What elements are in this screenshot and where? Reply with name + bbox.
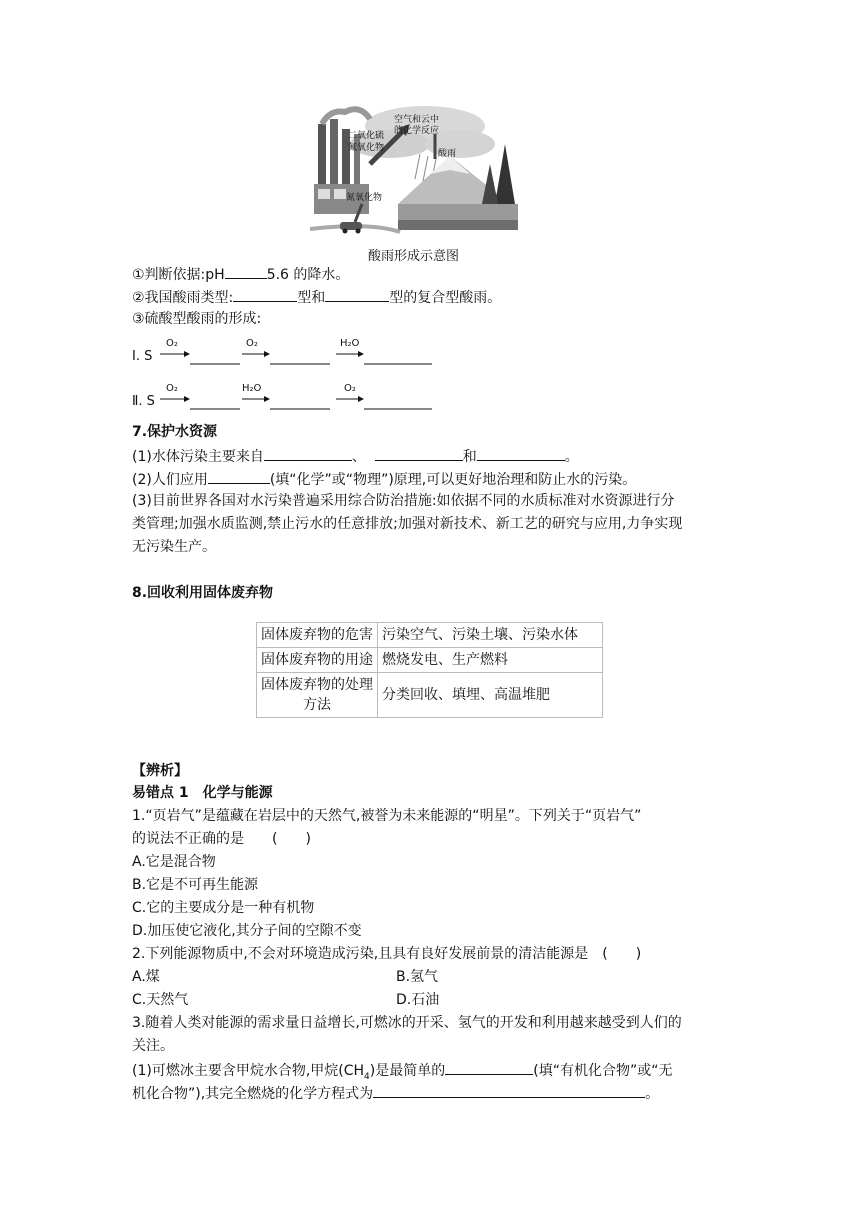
acid-rain-formation: ③硫酸型酸雨的形成:	[132, 311, 262, 327]
blank-source-2[interactable]	[375, 446, 463, 461]
q1-stem-line-1: 1.“页岩气”是蕴藏在岩层中的天然气,被誉为未来能源的“明星”。下列关于“页岩气”	[132, 808, 642, 824]
route-1-label: Ⅰ. S	[132, 349, 153, 364]
arrow-head-icon	[264, 396, 270, 402]
solid-waste-table	[256, 622, 603, 718]
criterion-text-end: 5.6 的降水。	[266, 267, 350, 283]
route-1-arrows	[150, 346, 440, 366]
figure-label-1: 空气和云中	[394, 115, 440, 125]
types-text-end: 型的复合型酸雨。	[389, 290, 502, 306]
q3-p1-subscript: 4	[364, 1071, 370, 1082]
section-7-title: 7.保护水资源	[132, 424, 218, 440]
route-2-arrows	[150, 391, 440, 411]
q3-p1-l2-text: 机化合物”),其完全燃烧的化学方程式为	[132, 1086, 374, 1102]
q2-stem: 2.下列能源物质中,不会对环境造成污染,且具有良好发展前景的清洁能源是 ( )	[132, 946, 642, 962]
figure-label-4: 氮氧化物	[348, 143, 385, 153]
p2-text: (2)人们应用	[132, 472, 208, 488]
analysis-heading: 【辨析】	[132, 763, 188, 779]
q3-part1-line-1	[132, 1060, 672, 1086]
arrow-head-icon	[264, 351, 270, 357]
q1-stem-line-2: 的说法不正确的是 ( )	[132, 831, 311, 847]
table-row	[257, 623, 603, 648]
p1-end: 。	[564, 449, 579, 465]
table-cell: 固体废弃物的处理方法	[257, 673, 378, 718]
q3-p1-text: (1)可燃冰主要含甲烷水合物,甲烷(CH	[132, 1063, 365, 1079]
route-2-label: Ⅱ. S	[132, 394, 155, 409]
q1-option-d: D.加压使它液化,其分子间的空隙不变	[132, 923, 362, 939]
q2-option-c: C.天然气	[132, 992, 189, 1008]
figure-label-3: 二氧化硫	[348, 131, 385, 141]
acid-rain-diagram	[310, 104, 518, 258]
q3-stem-line-1: 3.随着人类对能源的需求量日益增长,可燃冰的开采、氢气的开发和利用越来越受到人们的	[132, 1015, 682, 1031]
route-2-arrow-2-label: H₂O	[242, 383, 262, 394]
q3-p1-text-mid: )是最简单的	[369, 1063, 446, 1079]
figure-label-5: 酸雨	[438, 149, 457, 159]
blank-source-1[interactable]	[264, 446, 352, 461]
acid-rain-types	[132, 287, 501, 307]
blank-principle[interactable]	[208, 469, 270, 484]
acid-rain-illustration	[310, 104, 518, 244]
blank-ph[interactable]	[225, 264, 267, 279]
arrow-head-icon	[184, 396, 190, 402]
section-8-title: 8.回收利用固体废弃物	[132, 585, 274, 601]
figure-label-6: 氮氧化物	[346, 193, 383, 203]
table-cell: 分类回收、填埋、高温堆肥	[378, 673, 603, 718]
q3-part1-line-2	[132, 1083, 659, 1103]
q2-option-d: D.石油	[396, 992, 440, 1008]
route-2-arrow-3-label: O₂	[344, 383, 356, 394]
section-7-p3-line-1: (3)目前世界各国对水污染普遍采用综合防治措施:如依据不同的水质标准对水资源进行分	[132, 493, 675, 509]
arrow-head-icon	[184, 351, 190, 357]
types-text: ②我国酸雨类型:	[132, 290, 234, 306]
table-cell: 燃烧发电、生产燃料	[378, 648, 603, 673]
p1-sep: 、	[351, 449, 366, 465]
arrow-head-icon	[358, 396, 364, 402]
blank-compound-type[interactable]	[445, 1060, 533, 1075]
q2-option-a: A.煤	[132, 969, 160, 985]
q2-option-b: B.氢气	[396, 969, 439, 985]
section-7-p2	[132, 469, 636, 489]
blank-type-2[interactable]	[325, 287, 389, 302]
types-text-mid: 型和	[297, 290, 326, 306]
section-7-p3-line-2: 类管理;加强水质监测,禁止污水的任意排放;加强对新技术、新工艺的研究与应用,力争实现	[132, 516, 683, 532]
blank-source-3[interactable]	[477, 446, 565, 461]
q3-p1-l2-end: 。	[645, 1086, 660, 1102]
p1-and: 和	[462, 449, 477, 465]
p2-text-end: (填“化学”或“物理”)原理,可以更好地治理和防止水的污染。	[269, 472, 637, 488]
section-7-p3-line-3: 无污染生产。	[132, 539, 216, 555]
criterion-text: ①判断依据:pH	[132, 267, 225, 283]
table-row	[257, 673, 603, 718]
q3-stem-line-2: 关注。	[132, 1038, 174, 1054]
q3-p1-text-end: (填“有机化合物”或“无	[533, 1063, 673, 1079]
q1-option-b: B.它是不可再生能源	[132, 877, 259, 893]
table-cell: 污染空气、污染土壤、污染水体	[378, 623, 603, 648]
route-1-arrow-1-label: O₂	[166, 338, 178, 349]
figure-caption: 酸雨形成示意图	[368, 249, 460, 264]
table-row	[257, 648, 603, 673]
section-7-p1	[132, 446, 579, 466]
q1-option-c: C.它的主要成分是一种有机物	[132, 900, 315, 916]
table-cell: 固体废弃物的用途	[257, 648, 378, 673]
blank-type-1[interactable]	[233, 287, 297, 302]
blank-equation[interactable]	[373, 1083, 645, 1098]
analysis-point: 易错点 1 化学与能源	[132, 785, 273, 801]
route-2-arrow-1-label: O₂	[166, 383, 178, 394]
figure-label-2: 的化学反应	[394, 126, 440, 136]
route-1-arrow-2-label: O₂	[246, 338, 258, 349]
p1-text: (1)水体污染主要来自	[132, 449, 264, 465]
route-1-arrow-3-label: H₂O	[340, 338, 360, 349]
q1-option-a: A.它是混合物	[132, 854, 216, 870]
acid-rain-criterion	[132, 264, 349, 284]
arrow-head-icon	[358, 351, 364, 357]
table-cell: 固体废弃物的危害	[257, 623, 378, 648]
